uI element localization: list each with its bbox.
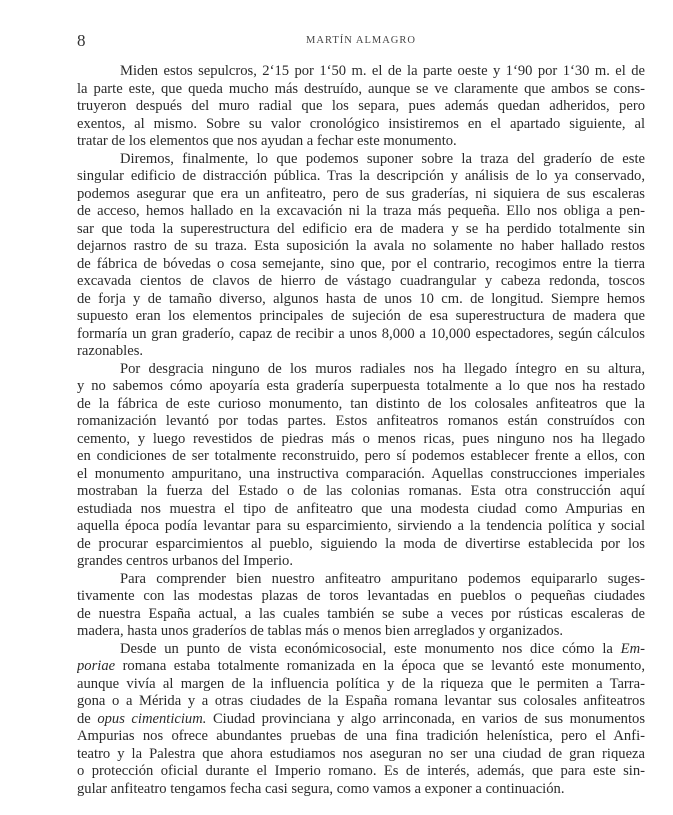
text-line: el monumento ampuritano, una instructiva comparación. Aquellas construcciones imperiales (77, 465, 645, 482)
text-line: gona o a Mérida y a otras ciudades de la España romana levantar sus colosales anfiteatros (77, 693, 645, 709)
line-text: romana estaba totalmente romanizada en la época que se levantó este monumento, (122, 658, 645, 674)
text-line: de procurar esparcimientos al pueblo, siguiendo la moda de divertirse establecida por los (77, 535, 645, 552)
text-line: tivamente con las modestas plazas de toros levantadas en pueblos o pequeñas ciudades (77, 588, 645, 604)
text-line: aquella época podía levantar para su esparcimiento, sirviendo a la tendencia política y social (77, 518, 645, 534)
text-line: o protección oficial durante el Imperio romano. Es de interés, además, que para este sin- (77, 763, 645, 779)
text-line: exentos, al mismo. Sobre su valor cronológico insistiremos en el apartado siguiente, al (77, 115, 645, 132)
line-text: de (77, 710, 91, 727)
text-line: gular anfiteatro tengamos fecha casi segura, como vamos a exponer a continuación. (77, 780, 565, 797)
text-line: Diremos, finalmente, lo que podemos suponer sobre la traza del graderío de este (120, 150, 645, 167)
running-head: MARTÍN ALMAGRO (306, 35, 416, 46)
text-line: y no sabemos cómo apoyaría esta gradería superpuesta totalmente a lo que nos ha restado (77, 378, 645, 394)
text-line: sar que toda la superestructura del edificio era de madera y se ha perdido totalmente sin (77, 220, 645, 237)
page-number: 8 (77, 31, 86, 50)
text-line: de la fábrica de este curioso monumento, tan distinto de los colosales anfiteatros que la (77, 395, 645, 412)
paragraph (77, 63, 645, 151)
text-line: tratar de los elementos que nos ayudan a fechar este monumento. (77, 133, 457, 149)
italic-term: opus cimenticium. (97, 710, 207, 727)
line-text: Ciudad provinciana y algo arrinconada, en varios de sus monumentos (212, 710, 645, 727)
paragraph (77, 361, 645, 571)
paragraph (77, 571, 645, 641)
line-text: Desde un punto de vista económicosocial, este monumento nos dice cómo la (120, 640, 613, 657)
text-line: supuesto eran los elementos principales de sujeción de esa superestructura de madera que (77, 308, 645, 324)
text-line: de nuestra España actual, a las cuales también se sube a veces por rústicas escaleras de (77, 605, 645, 622)
paragraph (77, 641, 645, 799)
text-line: cemento, y luego revestidos de piedras más o menos ricas, pues ninguno nos ha llegado (77, 430, 645, 447)
text-line: truyeron después del muro radial que los separa, pues además quedan adheridos, pero (77, 98, 645, 114)
text-line: Por desgracia ninguno de los muros radiales nos ha llegado íntegro en su altura, (120, 360, 645, 377)
text-line: en condiciones de ser totalmente reconstruido, pero sí podemos establecer frente a ellos, con (77, 448, 645, 464)
italic-term: Em- (620, 640, 645, 657)
text-line: aunque vivía al margen de la influencia política y de la riqueza que le permiten a Tarra- (77, 675, 645, 692)
text-line: la parte este, que queda mucho más destruído, aunque se ve claramente que ambos se cons- (77, 80, 645, 97)
body-text (77, 63, 645, 798)
text-line: Ampurias nos ofrece abundantes pruebas de una fina tradición helenística, pero el Anfi- (77, 728, 645, 744)
text-line: dejarnos rastro de su traza. Esta suposición la avala no solamente no haber hallado restos (77, 238, 645, 254)
text-line: razonables. (77, 343, 144, 359)
page-header (77, 31, 645, 51)
text-line: teatro y la Palestra que ahora estudiamos nos aseguran no ser una ciudad de gran riqueza (77, 745, 645, 762)
text-line: singular edificio de distracción pública. Tras la descripción y análisis de lo ya conservado, (77, 168, 645, 184)
text-line (77, 658, 645, 676)
italic-term: poriae (77, 658, 116, 674)
text-line: de fábrica de bóvedas o cosa semejante, sino que, por el contrario, recogimos entre la tierra (77, 255, 645, 272)
text-line: de forja y de tamaño diverso, algunos hasta de unos 10 cm. de longitud. Siempre hemos (77, 290, 645, 307)
text-line (77, 641, 645, 659)
text-line (77, 711, 645, 729)
text-line: formaría un gran graderío, capaz de recibir a unos 8,000 a 10,000 espectadores, según cálculos (77, 325, 645, 342)
text-line: estudiada nos muestra el tipo de anfiteatro que una modesta ciudad como Ampurias en (77, 500, 645, 517)
text-line: Miden estos sepulcros, 2‘15 por 1‘50 m. el de la parte oeste y 1‘90 por 1‘30 m. el de (120, 63, 645, 79)
text-line: romanización levantó por todas partes. Estos anfiteatros romanos están construídos con (77, 413, 645, 429)
text-line: Para comprender bien nuestro anfiteatro ampuritano podemos equipararlo suges- (120, 570, 645, 587)
text-line: madera, hasta unos graderíos de tablas más o menos bien arreglados y organizados. (77, 623, 564, 639)
text-line: de acceso, hemos hallado en la excavación ni la traza más pequeña. Ello nos obliga a pen- (77, 203, 645, 219)
text-line: podemos asegurar que era un anfiteatro, pero de sus graderías, ni siquiera de sus escaleras (77, 185, 645, 202)
text-line: excavada cientos de clavos de hierro de vástago cuadrangular y cabeza redonda, toscos (77, 273, 645, 289)
paragraph (77, 151, 645, 361)
text-line: mostraban la fuerza del Estado o de las colonias romanas. Esta otra construcción aquí (77, 483, 645, 499)
text-line: grandes centros urbanos del Imperio. (77, 553, 293, 569)
